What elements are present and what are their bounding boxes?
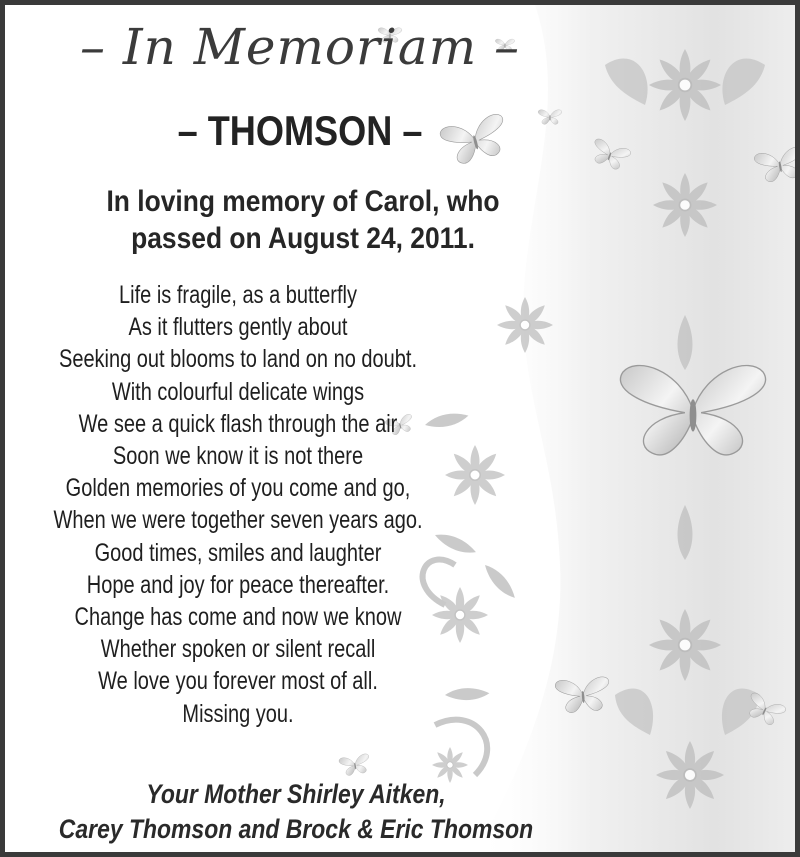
poem-line: Golden memories of you come and go, (65, 474, 411, 503)
poem (5, 279, 471, 730)
signature-line: Carey Thomson and Brock & Eric Thomson (58, 814, 534, 844)
poem-line: Hope and joy for peace thereafter. (86, 570, 390, 599)
notice-title: – In Memoriam – (79, 18, 521, 76)
poem-line: Seeking out blooms to land on no doubt. (58, 345, 418, 374)
signature-line: Your Mother Shirley Aitken, (146, 779, 446, 809)
notice-text (5, 5, 795, 852)
poem-line: Change has come and now we know (74, 603, 402, 632)
poem-line: We see a quick flash through the air (78, 409, 398, 438)
surname-heading: – THOMSON – (177, 107, 423, 154)
poem-line: Good times, smiles and laughter (94, 538, 382, 567)
poem-line: As it flutters gently about (128, 313, 348, 342)
poem-line: Whether spoken or silent recall (100, 635, 376, 664)
poem-line: When we were together seven years ago. (53, 506, 423, 535)
poem-line: With colourful delicate wings (111, 377, 365, 406)
poem-line: Life is fragile, as a butterfly (119, 281, 357, 309)
poem-line: We love you forever most of all. (98, 667, 378, 696)
poem-line: Missing you. (182, 699, 294, 728)
signature (5, 777, 587, 847)
dedication-line: passed on August 24, 2011. (131, 222, 475, 255)
dedication-line: In loving memory of Carol, who (106, 185, 500, 218)
poem-line: Soon we know it is not there (112, 442, 364, 471)
dedication (5, 183, 601, 257)
